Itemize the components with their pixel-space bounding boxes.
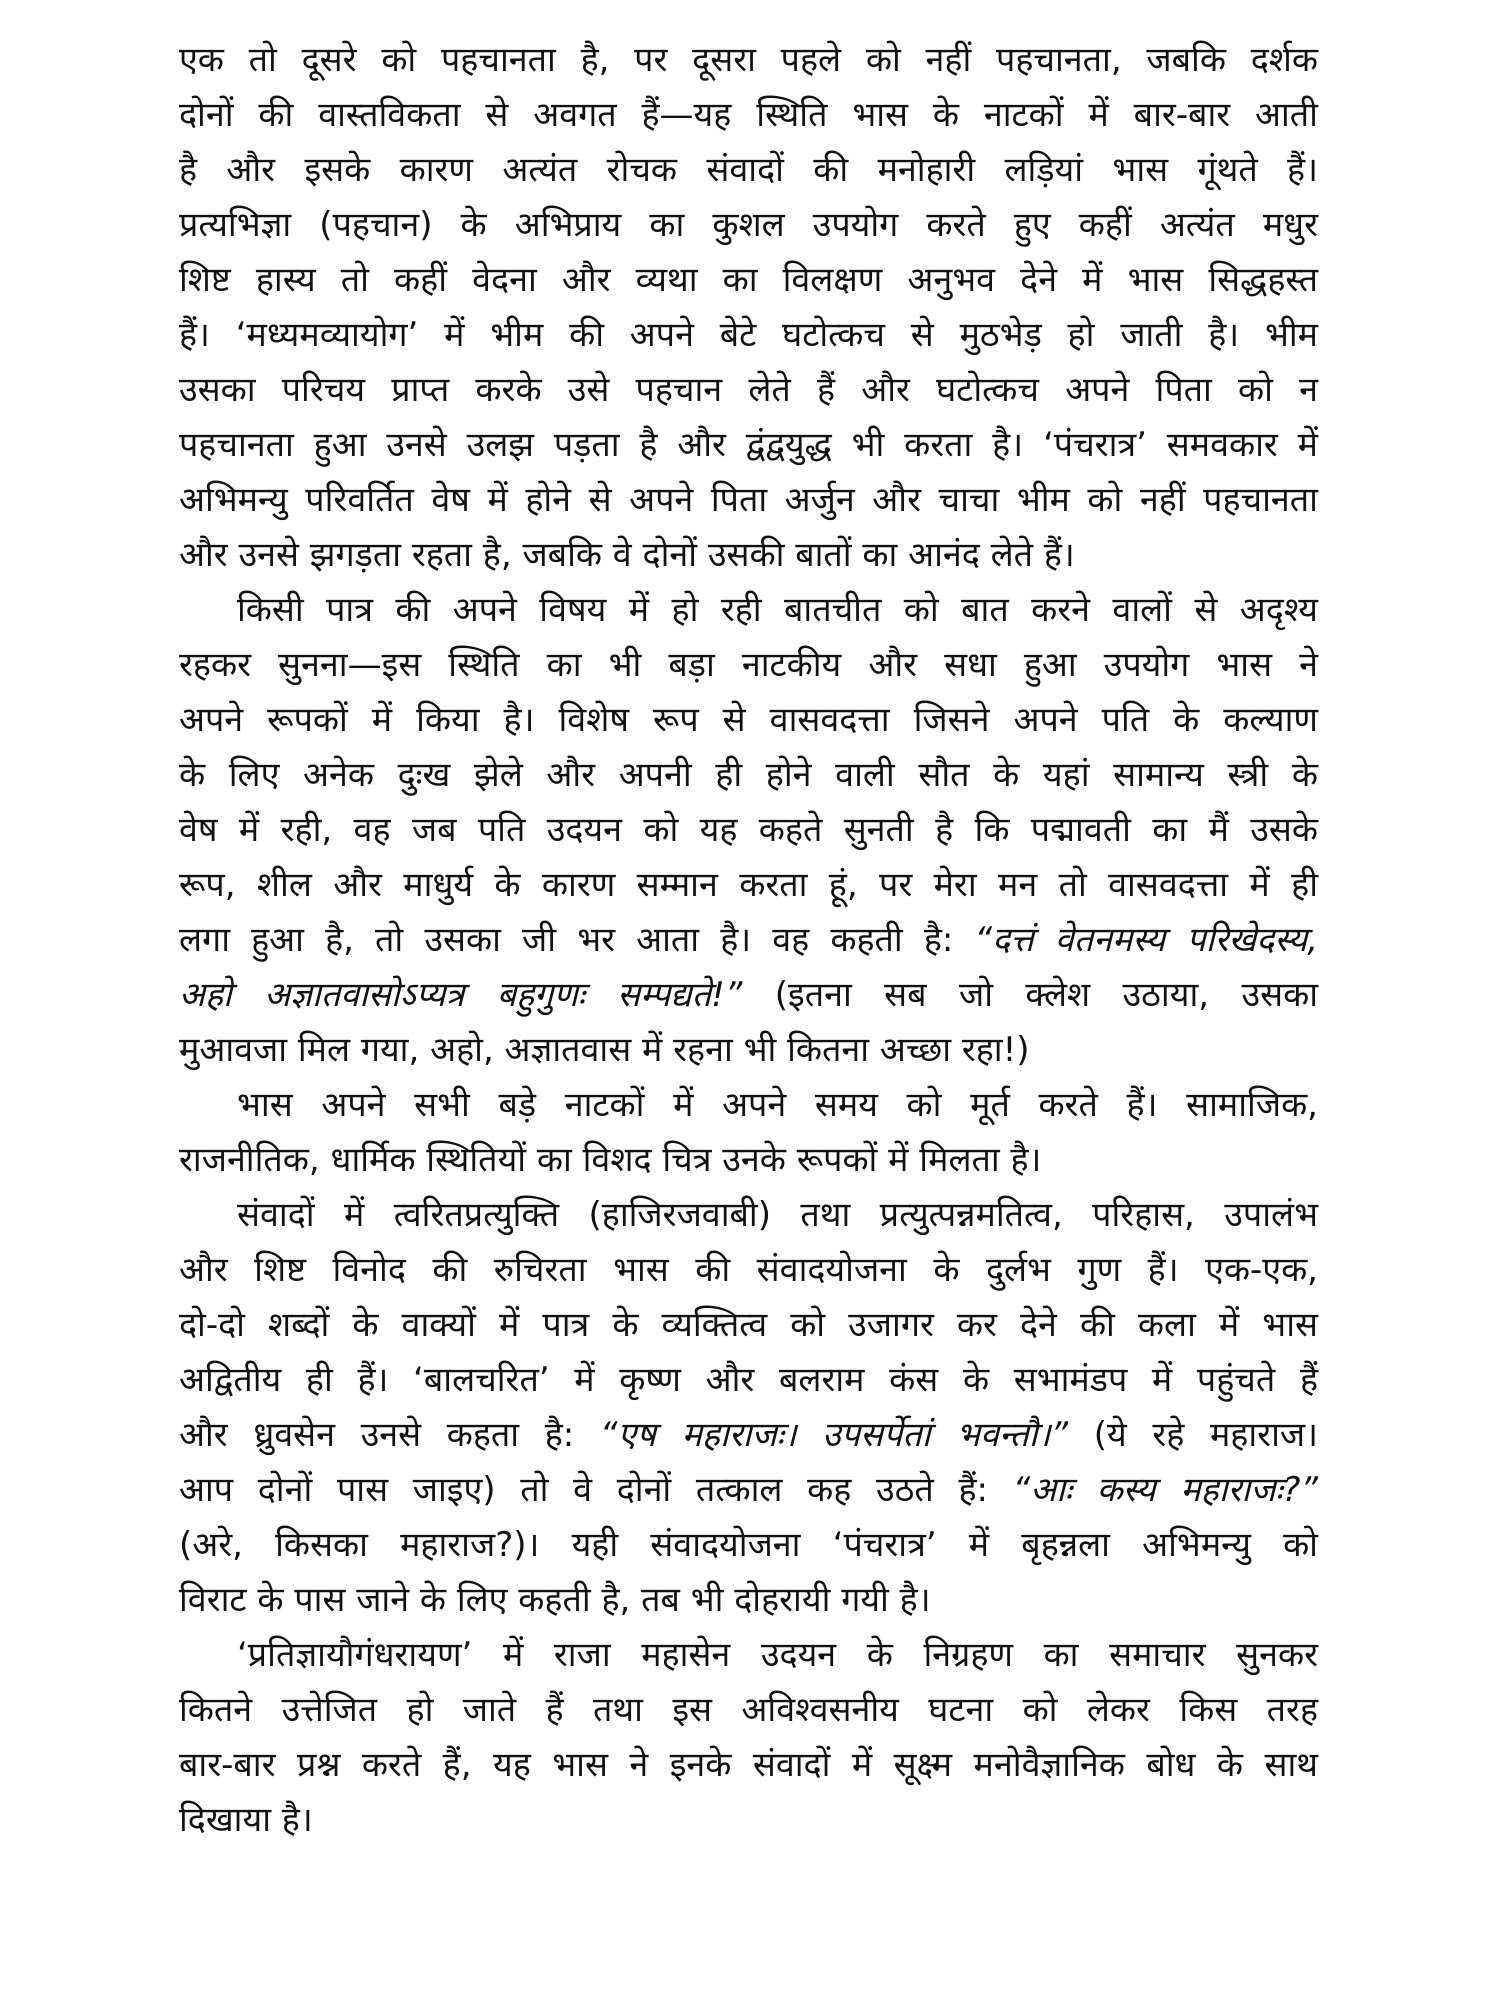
sanskrit-quote: “एष महाराजः। उपसर्पेतां भवन्तौ।” [599,1415,1069,1455]
paragraph [179,1188,1318,1628]
text-line: शिष्ट हास्य तो कहीं वेदना और व्यथा का विलक्षण अनुभव देने में भास सिद्धहस्त [179,260,1318,300]
text-line: किसी पात्र की अपने विषय में हो रही बातचीत को बात करने वालों से अदृश्य [237,590,1318,630]
text-line: कितने उत्तेजित हो जाते हैं तथा इस अविश्वसनीय घटना को लेकर किस तरह [179,1690,1318,1730]
text-segment: लगा हुआ है, तो उसका जी भर आता है। वह कहती है: [179,920,975,960]
text-line: और उनसे झगड़ता रहता है, जबकि वे दोनों उसकी बातों का आनंद लेते हैं। [179,535,1075,575]
text-line: पहचानता हुआ उनसे उलझ पड़ता है और द्वंद्वयुद्ध भी करता है। ‘पंचरात्र’ समवकार में [179,425,1318,465]
sanskrit-quote: अहो अज्ञातवासोऽप्यत्र बहुगुणः सम्पद्यते!” [179,975,743,1015]
text-line: रहकर सुनना—इस स्थिति का भी बड़ा नाटकीय और सधा हुआ उपयोग भास ने [179,645,1318,685]
paragraph [179,1078,1318,1188]
text-line: वेष में रही, वह जब पति उदयन को यह कहते सुनती है कि पद्मावती का मैं उसके [179,810,1318,850]
paragraph [179,1628,1318,1848]
text-line: एक तो दूसरे को पहचानता है, पर दूसरा पहले को नहीं पहचानता, जबकि दर्शक [179,40,1318,80]
text-line: दोनों की वास्तविकता से अवगत हैं—यह स्थिति भास के नाटकों में बार-बार आती [179,95,1318,135]
text-line: है और इसके कारण अत्यंत रोचक संवादों की मनोहारी लड़ियां भास गूंथते हैं। [179,150,1318,190]
text-line [179,968,1318,1023]
text-line: राजनीतिक, धार्मिक स्थितियों का विशद चित्र उनके रूपकों में मिलता है। [179,1140,1042,1180]
text-line: उसका परिचय प्राप्त करके उसे पहचान लेते हैं और घटोत्कच अपने पिता को न [179,370,1318,410]
sanskrit-quote: “दत्तं वेतनमस्य परिखेदस्य, [974,920,1318,960]
text-line: के लिए अनेक दुःख झेले और अपनी ही होने वाली सौत के यहां सामान्य स्त्री के [179,755,1318,795]
text-line [179,1408,1318,1463]
text-line: अपने रूपकों में किया है। विशेष रूप से वासवदत्ता जिसने अपने पति के कल्याण [179,700,1318,740]
text-line: विराट के पास जाने के लिए कहती है, तब भी दोहरायी गयी है। [179,1580,931,1620]
text-line [179,913,1318,968]
text-segment: (इतना सब जो क्लेश उठाया, उसका [742,975,1318,1015]
text-line: ‘प्रतिज्ञायौगंधरायण’ में राजा महासेन उदयन के निग्रहण का समाचार सुनकर [237,1635,1318,1675]
text-line: अद्वितीय ही हैं। ‘बालचरित’ में कृष्ण और बलराम कंस के सभामंडप में पहुंचते हैं [179,1360,1318,1400]
text-segment: और ध्रुवसेन उनसे कहता है: [179,1415,600,1455]
text-line: हैं। ‘मध्यमव्यायोग’ में भीम की अपने बेटे घटोत्कच से मुठभेड़ हो जाती है। भीम [179,315,1318,355]
text-line: दो-दो शब्दों के वाक्यों में पात्र के व्यक्तित्व को उजागर कर देने की कला में भास [179,1305,1318,1345]
text-line [179,1463,1318,1518]
text-line: रूप, शील और माधुर्य के कारण सम्मान करता हूं, पर मेरा मन तो वासवदत्ता में ही [179,865,1318,905]
text-line: और शिष्ट विनोद की रुचिरता भास की संवादयोजना के दुर्लभ गुण हैं। एक-एक, [179,1250,1318,1290]
sanskrit-quote: “आः कस्य महाराजः?” [1012,1470,1318,1510]
text-line: भास अपने सभी बड़े नाटकों में अपने समय को मूर्त करते हैं। सामाजिक, [237,1085,1318,1125]
text-line: (अरे, किसका महाराज?)। यही संवादयोजना ‘पंचरात्र’ में बृहन्नला अभिमन्यु को [179,1525,1318,1565]
text-segment: (ये रहे महाराज। [1068,1415,1318,1455]
text-line: बार-बार प्रश्न करते हैं, यह भास ने इनके संवादों में सूक्ष्म मनोवैज्ञानिक बोध के साथ [179,1745,1318,1785]
text-line: अभिमन्यु परिवर्तित वेष में होने से अपने पिता अर्जुन और चाचा भीम को नहीं पहचानता [179,480,1318,520]
text-line: प्रत्यभिज्ञा (पहचान) के अभिप्राय का कुशल उपयोग करते हुए कहीं अत्यंत मधुर [179,205,1318,245]
paragraph [179,583,1318,1078]
body-text [179,33,1318,1848]
paragraph [179,33,1318,583]
text-line: संवादों में त्वरितप्रत्युक्ति (हाजिरजवाबी) तथा प्रत्युत्पन्नमतित्व, परिहास, उपालंभ [237,1195,1318,1235]
text-segment: आप दोनों पास जाइए) तो वे दोनों तत्काल कह उठते हैं: [179,1470,1013,1510]
text-line: दिखाया है। [179,1800,313,1840]
text-line: मुआवजा मिल गया, अहो, अज्ञातवास में रहना भी कितना अच्छा रहा!) [179,1030,1030,1070]
